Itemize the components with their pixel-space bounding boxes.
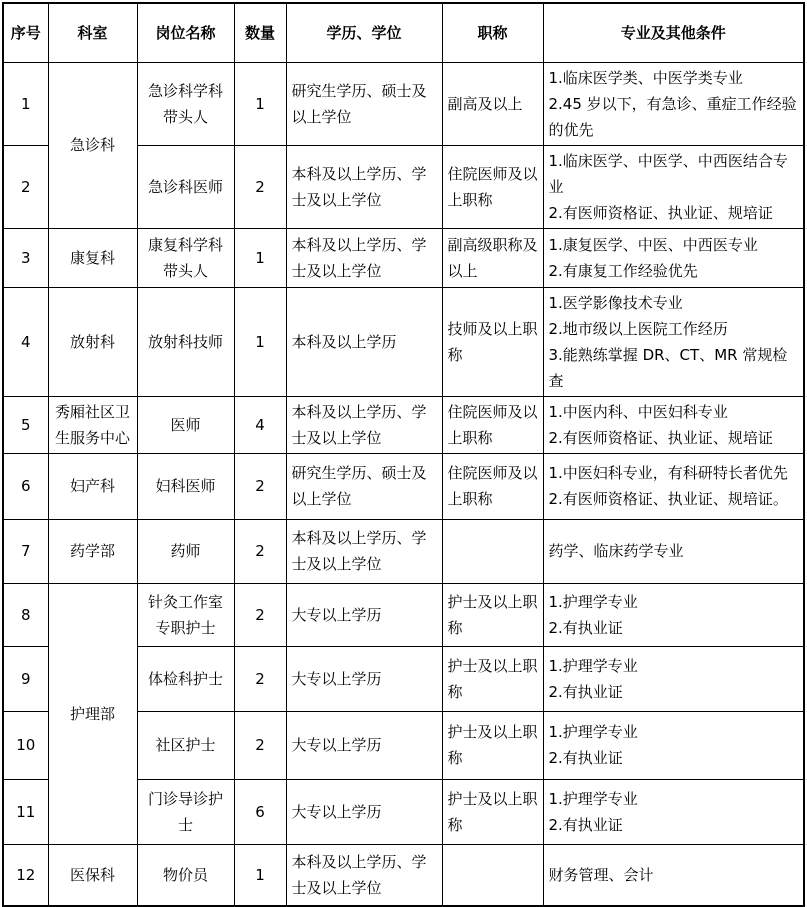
header-no: 序号 — [3, 3, 48, 62]
cell-count: 2 — [234, 711, 286, 779]
cell-conditions — [543, 287, 804, 396]
cell-education: 研究生学历、硕士及以上学位 — [286, 453, 442, 519]
cell-title: 副高级职称及以上 — [442, 228, 543, 287]
header-count: 数量 — [234, 3, 286, 62]
cell-position: 门诊导诊护士 — [137, 779, 234, 844]
cell-no: 5 — [3, 396, 48, 453]
condition-line: 1.康复医学、中医、中西医专业 — [548, 235, 758, 254]
cell-position: 康复科学科带头人 — [137, 228, 234, 287]
cell-conditions — [543, 711, 804, 779]
cell-title: 住院医师及以上职称 — [442, 396, 543, 453]
condition-line: 1.中医妇科专业，有科研特长者优先 — [548, 464, 788, 482]
cell-position: 急诊科学科带头人 — [137, 62, 234, 145]
cell-education: 本科及以上学历、学士及以上学位 — [286, 844, 442, 906]
table-row — [3, 228, 804, 287]
cell-title: 护士及以上职称 — [442, 779, 543, 844]
cell-education: 本科及以上学历、学士及以上学位 — [286, 228, 442, 287]
condition-line: 2.有执业证 — [548, 749, 623, 767]
cell-dept: 急诊科 — [48, 62, 137, 228]
condition-line: 药学、临床药学专业 — [548, 542, 684, 560]
cell-no: 7 — [3, 519, 48, 583]
table-row — [3, 583, 804, 646]
condition-line: 1.护理学专业 — [548, 723, 638, 741]
cell-dept: 秀厢社区卫生服务中心 — [48, 396, 137, 453]
cell-position: 急诊科医师 — [137, 145, 234, 228]
cell-position: 药师 — [137, 519, 234, 583]
condition-line: 1.临床医学、中医学、中西医结合专业 — [548, 151, 788, 196]
cell-conditions — [543, 62, 804, 145]
cell-conditions — [543, 228, 804, 287]
cell-education: 研究生学历、硕士及以上学位 — [286, 62, 442, 145]
cell-conditions — [543, 145, 804, 228]
header-education: 学历、学位 — [286, 3, 442, 62]
cell-title: 技师及以上职称 — [442, 287, 543, 396]
condition-line: 2.有康复工作经验优先 — [548, 261, 698, 280]
cell-position: 体检科护士 — [137, 646, 234, 711]
cell-education: 大专以上学历 — [286, 646, 442, 711]
condition-line: 1.护理学专业 — [548, 789, 638, 808]
condition-line: 3.能熟练掌握 DR、CT、MR 常规检查 — [548, 345, 788, 390]
cell-title: 住院医师及以上职称 — [442, 453, 543, 519]
condition-line: 1.中医内科、中医妇科专业 — [548, 402, 728, 421]
condition-line: 2.有医师资格证、执业证、规培证。 — [548, 490, 788, 508]
condition-line: 1.临床医学类、中医学类专业 — [548, 68, 743, 87]
condition-line: 2.有医师资格证、执业证、规培证 — [548, 203, 773, 222]
cell-education: 大专以上学历 — [286, 711, 442, 779]
condition-line: 2.45 岁以下，有急诊、重症工作经验的优先 — [548, 94, 797, 139]
table-header-row — [3, 3, 804, 62]
cell-position: 妇科医师 — [137, 453, 234, 519]
cell-count: 2 — [234, 519, 286, 583]
cell-count: 4 — [234, 396, 286, 453]
condition-line: 2.有执业证 — [548, 815, 623, 834]
table-row — [3, 453, 804, 519]
cell-education: 本科及以上学历、学士及以上学位 — [286, 145, 442, 228]
cell-count: 2 — [234, 646, 286, 711]
cell-education: 大专以上学历 — [286, 583, 442, 646]
cell-count: 1 — [234, 844, 286, 906]
cell-title: 护士及以上职称 — [442, 583, 543, 646]
cell-title: 护士及以上职称 — [442, 646, 543, 711]
header-conditions: 专业及其他条件 — [543, 3, 804, 62]
cell-conditions — [543, 844, 804, 906]
condition-line: 财务管理、会计 — [548, 865, 654, 884]
table-row — [3, 287, 804, 396]
table-row — [3, 844, 804, 906]
table-row — [3, 519, 804, 583]
cell-no: 9 — [3, 646, 48, 711]
cell-dept: 药学部 — [48, 519, 137, 583]
condition-line: 2.有执业证 — [548, 682, 623, 701]
cell-no: 10 — [3, 711, 48, 779]
header-dept: 科室 — [48, 3, 137, 62]
cell-dept: 妇产科 — [48, 453, 137, 519]
cell-position: 物价员 — [137, 844, 234, 906]
condition-line: 1.医学影像技术专业 — [548, 293, 683, 312]
table-row — [3, 396, 804, 453]
cell-no: 8 — [3, 583, 48, 646]
header-position: 岗位名称 — [137, 3, 234, 62]
condition-line: 1.护理学专业 — [548, 656, 638, 675]
cell-count: 1 — [234, 228, 286, 287]
cell-no: 1 — [3, 62, 48, 145]
cell-education: 大专以上学历 — [286, 779, 442, 844]
cell-no: 4 — [3, 287, 48, 396]
cell-conditions — [543, 646, 804, 711]
table-row — [3, 62, 804, 145]
cell-conditions — [543, 453, 804, 519]
cell-conditions — [543, 519, 804, 583]
cell-education: 本科及以上学历、学士及以上学位 — [286, 396, 442, 453]
cell-title: 副高及以上 — [442, 62, 543, 145]
cell-education: 本科及以上学历 — [286, 287, 442, 396]
cell-no: 3 — [3, 228, 48, 287]
cell-dept: 康复科 — [48, 228, 137, 287]
cell-count: 6 — [234, 779, 286, 844]
header-title: 职称 — [442, 3, 543, 62]
cell-education: 本科及以上学历、学士及以上学位 — [286, 519, 442, 583]
cell-position: 放射科技师 — [137, 287, 234, 396]
cell-dept: 医保科 — [48, 844, 137, 906]
cell-title — [442, 519, 543, 583]
cell-title: 护士及以上职称 — [442, 711, 543, 779]
cell-position: 社区护士 — [137, 711, 234, 779]
condition-line: 1.护理学专业 — [548, 592, 638, 611]
cell-dept: 护理部 — [48, 583, 137, 844]
cell-no: 11 — [3, 779, 48, 844]
cell-conditions — [543, 779, 804, 844]
cell-dept: 放射科 — [48, 287, 137, 396]
cell-count: 2 — [234, 583, 286, 646]
cell-title — [442, 844, 543, 906]
condition-line: 2.地市级以上医院工作经历 — [548, 319, 728, 338]
cell-count: 1 — [234, 287, 286, 396]
cell-no: 12 — [3, 844, 48, 906]
condition-line: 2.有执业证 — [548, 618, 623, 637]
cell-position: 针灸工作室专职护士 — [137, 583, 234, 646]
cell-no: 2 — [3, 145, 48, 228]
cell-conditions — [543, 396, 804, 453]
condition-line: 2.有医师资格证、执业证、规培证 — [548, 428, 773, 447]
cell-count: 1 — [234, 62, 286, 145]
cell-count: 2 — [234, 145, 286, 228]
cell-count: 2 — [234, 453, 286, 519]
cell-title: 住院医师及以上职称 — [442, 145, 543, 228]
recruitment-table — [2, 2, 805, 907]
cell-no: 6 — [3, 453, 48, 519]
cell-conditions — [543, 583, 804, 646]
cell-position: 医师 — [137, 396, 234, 453]
